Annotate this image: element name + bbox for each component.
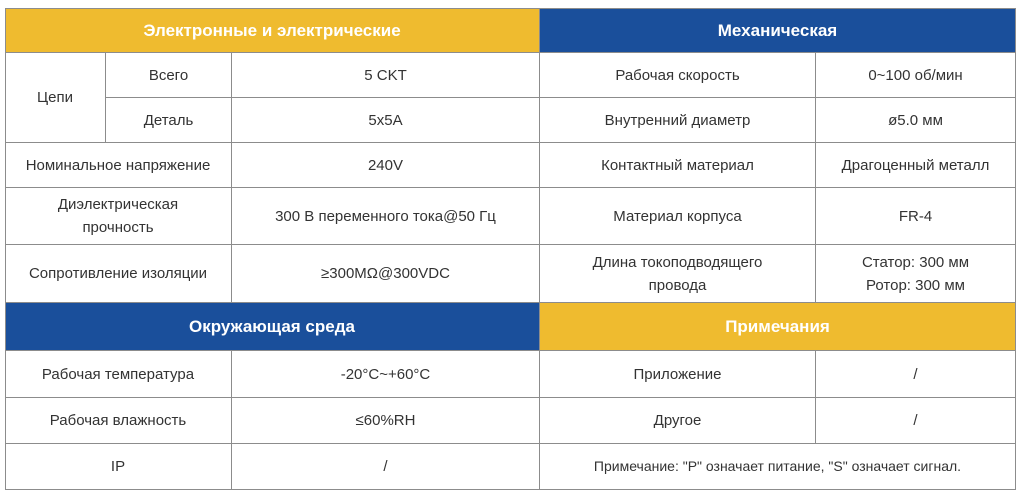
section-header-notes: Примечания [540,303,1016,351]
lead-length-label-line2: провода [648,276,707,294]
speed-value: 0~100 об/мин [816,53,1016,98]
detail-label: Деталь [106,98,232,143]
inner-diameter-label: Внутренний диаметр [540,98,816,143]
housing-material-value: FR-4 [816,188,1016,245]
temperature-label: Рабочая температура [5,351,232,398]
detail-value: 5x5A [232,98,540,143]
application-value: / [816,351,1016,398]
lead-length-stator: Статор: 300 мм [861,253,970,271]
application-label: Приложение [540,351,816,398]
insulation-label: Сопротивление изоляции [5,245,232,303]
lead-length-value [816,245,1016,303]
total-label: Всего [106,53,232,98]
dielectric-label-line1: Диэлектрическая [57,196,179,213]
housing-material-label: Материал корпуса [540,188,816,245]
inner-diameter-value: ø5.0 мм [816,98,1016,143]
other-value: / [816,398,1016,444]
insulation-value: ≥300MΩ@300VDC [232,245,540,303]
dielectric-label-line2: прочность [82,219,154,236]
other-label: Другое [540,398,816,444]
contact-material-label: Контактный материал [540,143,816,188]
lead-length-rotor: Ротор: 300 мм [866,276,965,294]
section-header-environment: Окружающая среда [5,303,540,351]
rated-voltage-value: 240V [232,143,540,188]
speed-label: Рабочая скорость [540,53,816,98]
rated-voltage-label: Номинальное напряжение [5,143,232,188]
humidity-value: ≤60%RH [232,398,540,444]
temperature-value: -20°C~+60°C [232,351,540,398]
humidity-label: Рабочая влажность [5,398,232,444]
total-value: 5 CKT [232,53,540,98]
ip-label: IP [5,444,232,490]
lead-length-label-line1: Длина токоподводящего [592,253,763,271]
remark-note: Примечание: "P" означает питание, "S" означает сигнал. [540,444,1016,490]
section-header-electrical: Электронные и электрические [5,8,540,53]
circuits-label: Цепи [5,53,106,143]
lead-length-label [540,245,816,303]
dielectric-value: 300 В переменного тока@50 Гц [232,188,540,245]
spec-table [5,8,1016,490]
contact-material-value: Драгоценный металл [816,143,1016,188]
section-header-mechanical: Механическая [540,8,1016,53]
dielectric-label [5,188,232,245]
ip-value: / [232,444,540,490]
